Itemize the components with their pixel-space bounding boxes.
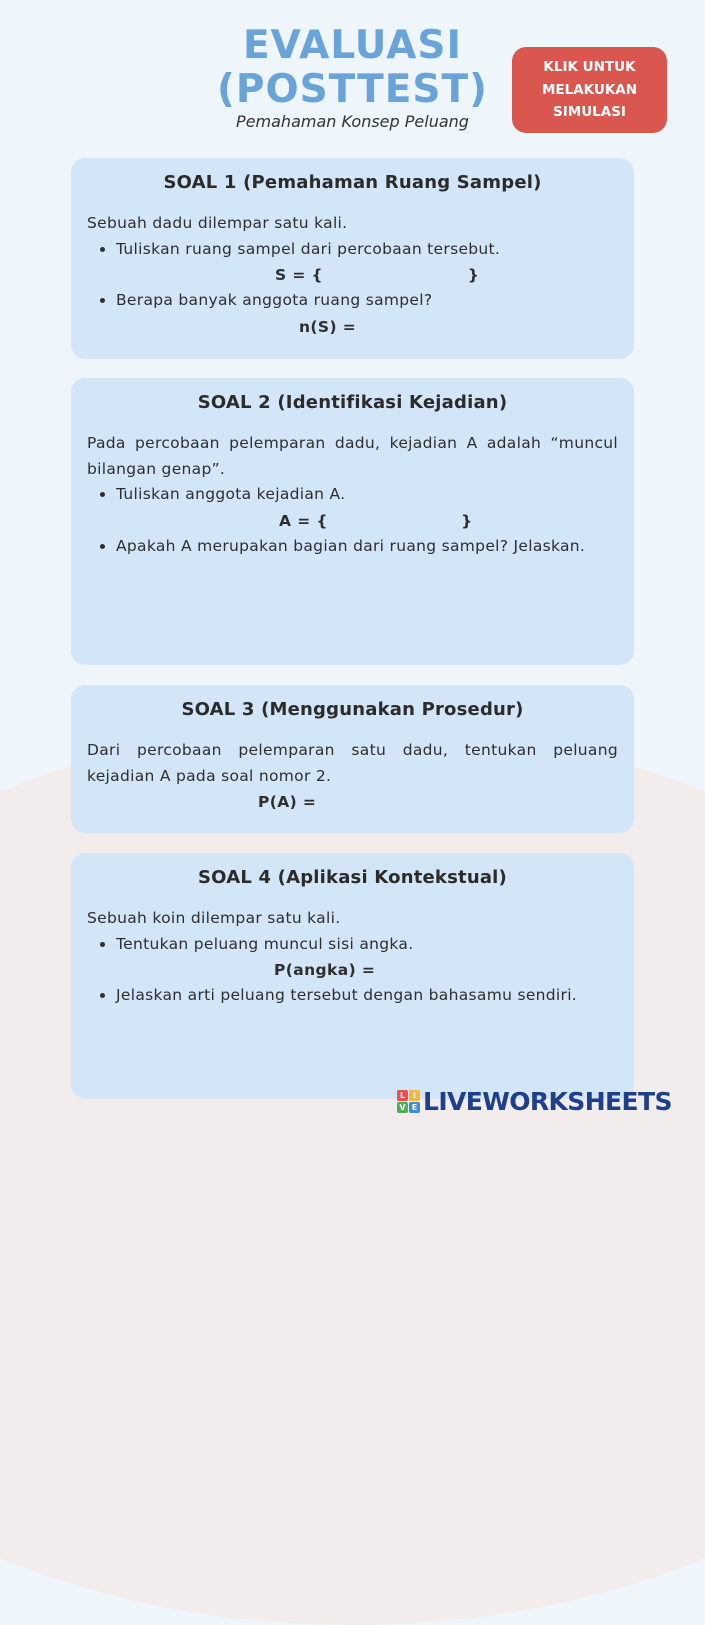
page-subtitle: Pemahaman Konsep Peluang bbox=[236, 112, 469, 131]
question-1-list bbox=[87, 237, 618, 263]
question-2-list-2 bbox=[87, 534, 618, 560]
question-card-4 bbox=[71, 853, 634, 1099]
liveworksheets-logo bbox=[397, 1086, 672, 1116]
question-1-intro: Sebuah dadu dilempar satu kali. bbox=[87, 214, 348, 232]
question-2-title: SOAL 2 (Identifikasi Kejadian) bbox=[197, 392, 508, 413]
question-card-2 bbox=[71, 378, 634, 665]
header bbox=[0, 0, 705, 150]
sample-space-count-field[interactable]: n(S) = bbox=[299, 317, 357, 336]
question-4-list-2 bbox=[87, 983, 618, 1009]
question-4-bullet-2: • Jelaskan arti peluang tersebut dengan bahasamu sendiri. bbox=[116, 983, 618, 1009]
probability-heads-answer-field[interactable]: P(angka) = bbox=[274, 961, 376, 979]
simulation-button[interactable]: KLIK UNTUK MELAKUKAN SIMULASI bbox=[512, 47, 667, 133]
question-card-3 bbox=[71, 685, 634, 833]
question-3-intro: Dari percobaan pelemparan satu dadu, tentukan peluang kejadian A pada soal nomor 2. bbox=[87, 741, 618, 785]
logo-letter-v: V bbox=[397, 1102, 408, 1113]
question-4-list bbox=[87, 932, 618, 958]
question-card-1 bbox=[71, 158, 634, 359]
page-title-line-2: (POSTTEST) bbox=[217, 67, 488, 112]
question-2-bullet-2: • Apakah A merupakan bagian dari ruang sampel? Jelaskan. bbox=[116, 534, 618, 560]
logo-letter-i: I bbox=[409, 1090, 420, 1101]
question-2-bullet-1: • Tuliskan anggota kejadian A. bbox=[116, 482, 618, 508]
logo-letter-l: L bbox=[397, 1090, 408, 1101]
event-members-answer-field[interactable]: A = { } bbox=[279, 511, 473, 530]
logo-text: LIVEWORKSHEETS bbox=[423, 1086, 672, 1116]
question-3-title: SOAL 3 (Menggunakan Prosedur) bbox=[181, 699, 524, 720]
page-title-line-1: EVALUASI bbox=[242, 23, 463, 68]
sample-space-answer-field[interactable]: S = { } bbox=[275, 266, 480, 284]
question-1-bullet-1: • Tuliskan ruang sampel dari percobaan tersebut. bbox=[116, 237, 618, 263]
logo-squares-icon bbox=[397, 1090, 420, 1113]
logo-letter-e: E bbox=[409, 1102, 420, 1113]
question-2-intro: Pada percobaan pelemparan dadu, kejadian A adalah “muncul bilangan genap”. bbox=[87, 434, 618, 478]
question-4-bullet-1: • Tentukan peluang muncul sisi angka. bbox=[116, 932, 618, 958]
question-4-intro: Sebuah koin dilempar satu kali. bbox=[87, 909, 341, 927]
question-4-title: SOAL 4 (Aplikasi Kontekstual) bbox=[198, 867, 507, 888]
probability-a-answer-field[interactable]: P(A) = bbox=[258, 793, 317, 811]
question-2-list bbox=[87, 482, 618, 508]
question-1-title: SOAL 1 (Pemahaman Ruang Sampel) bbox=[163, 172, 542, 193]
question-1-list-2 bbox=[87, 288, 618, 314]
question-1-bullet-2: • Berapa banyak anggota ruang sampel? bbox=[116, 288, 618, 314]
